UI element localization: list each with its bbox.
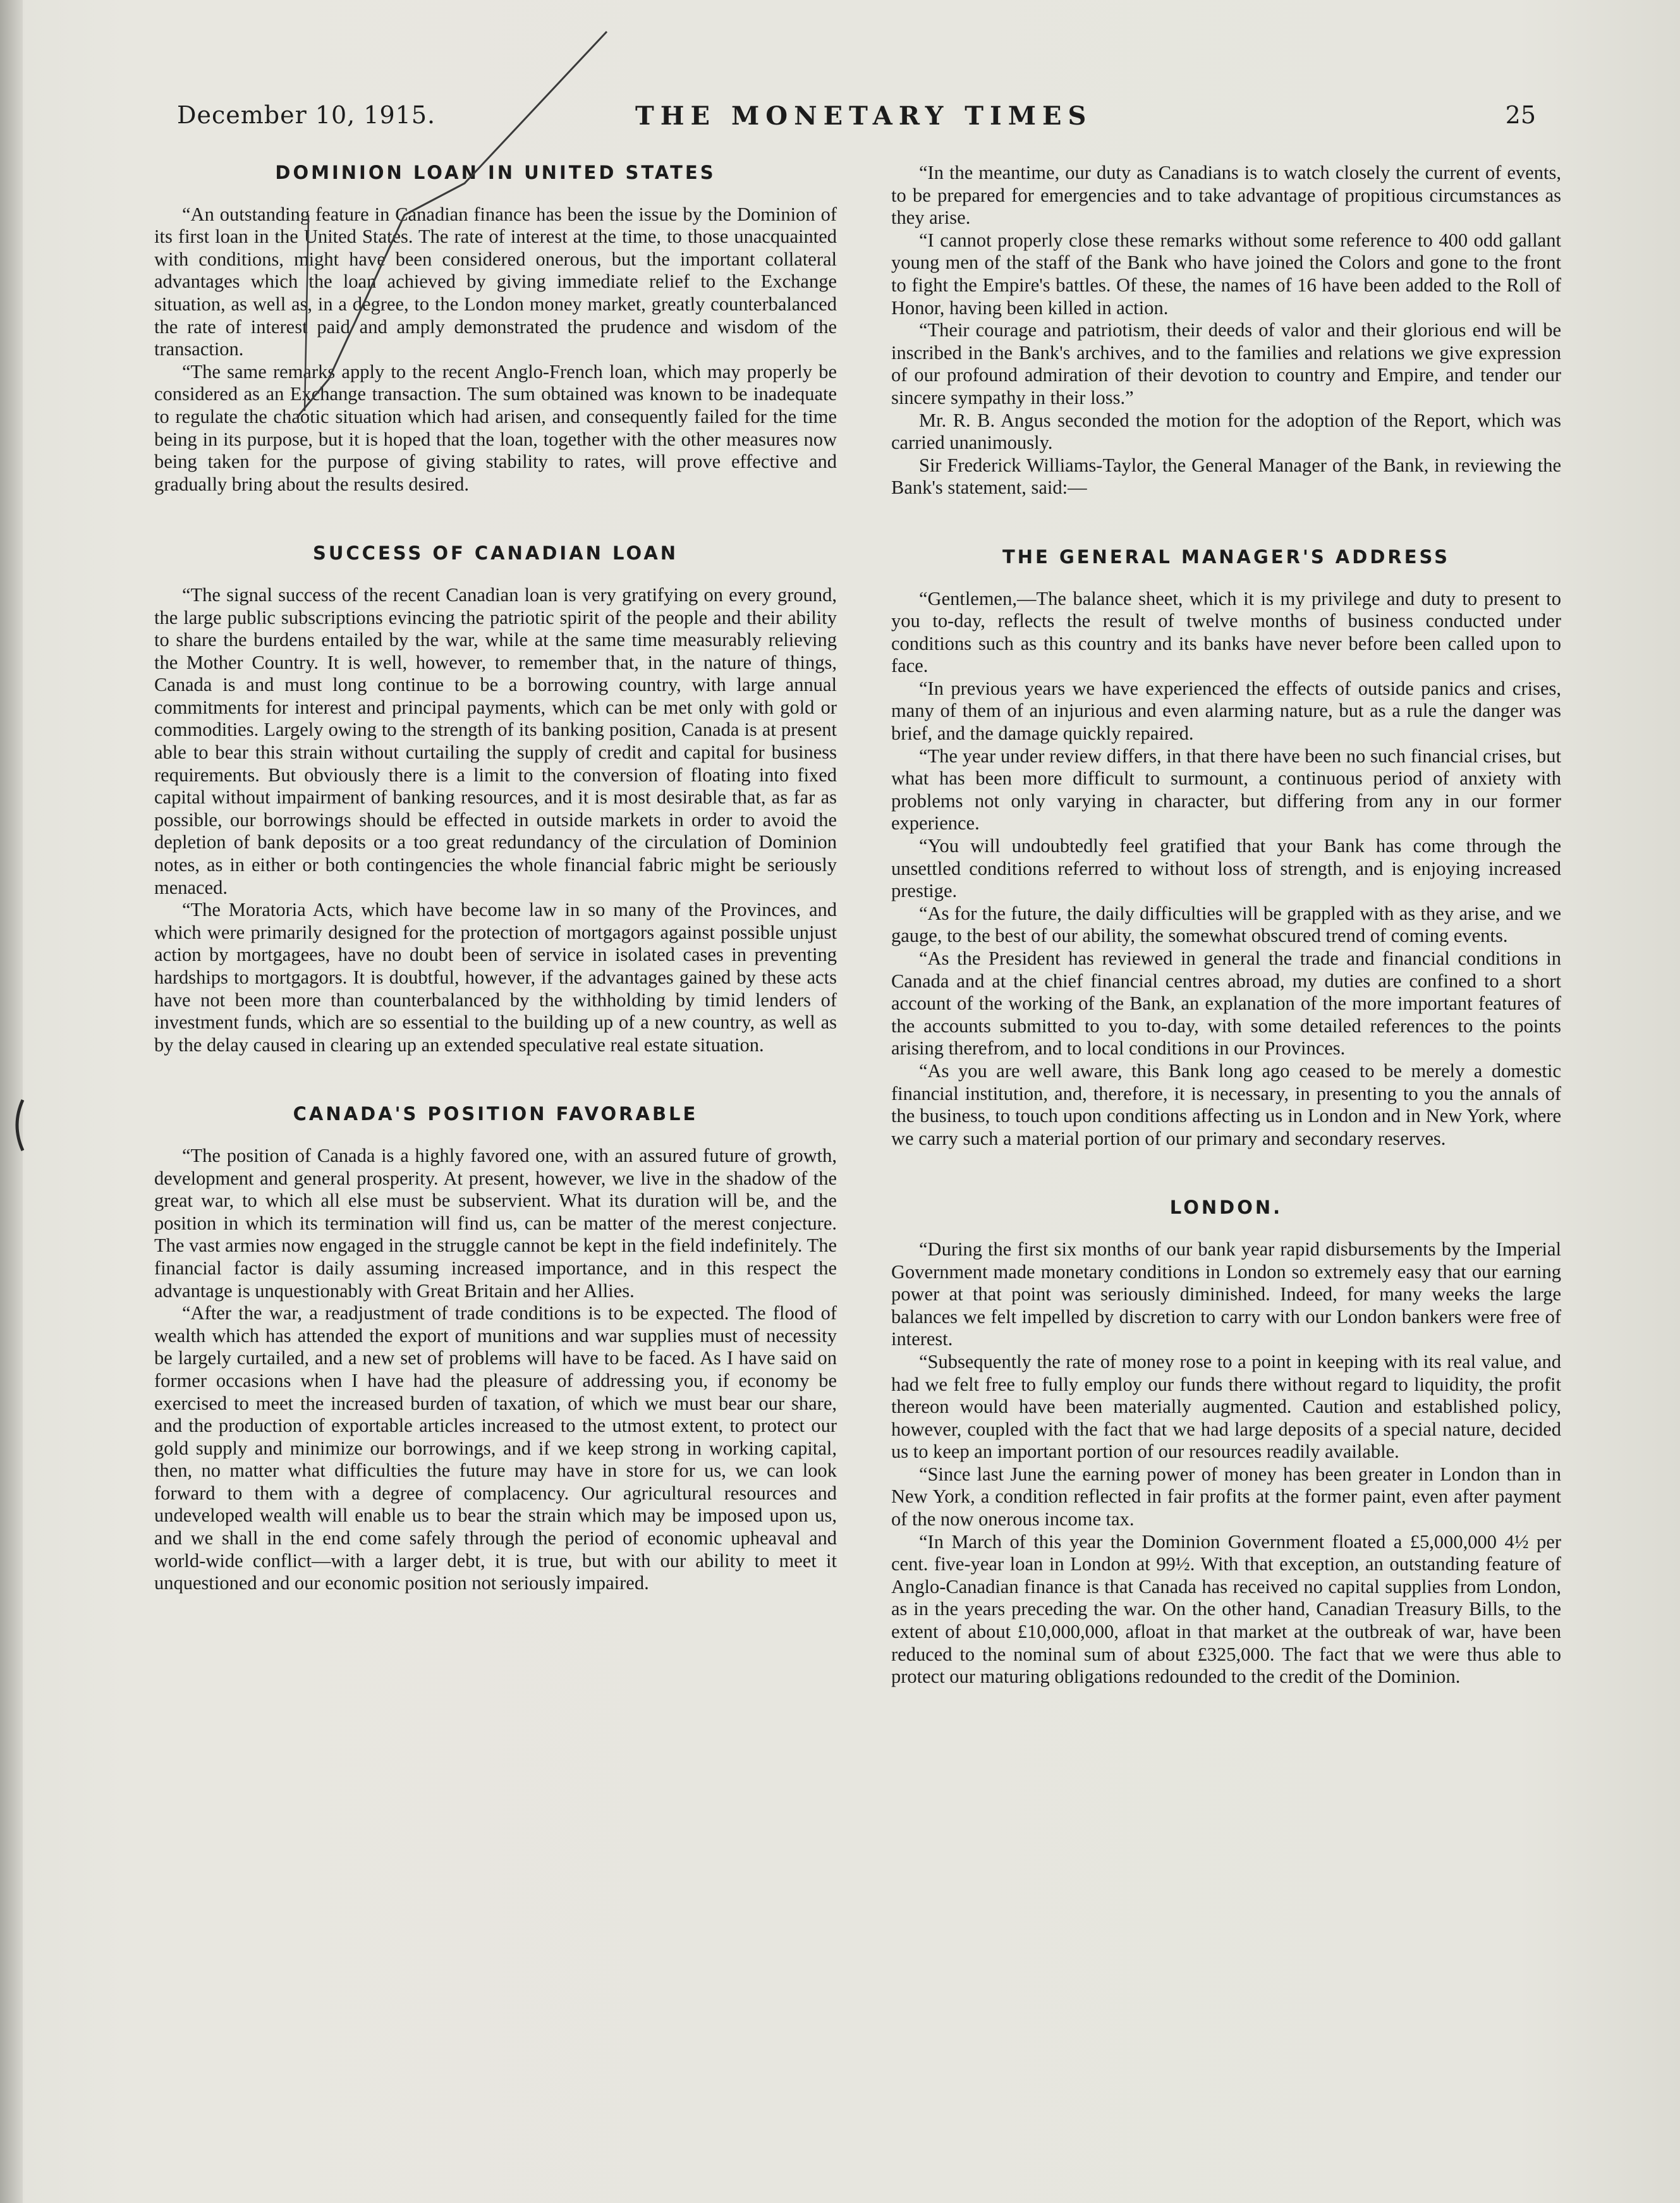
page-header — [177, 101, 1536, 139]
paragraph: “The Moratoria Acts, which have become law in so many of the Provinces, and which were primarily designed for the protection of mortgagors against possible unjust action by mortgagees, have no doubt been of service in isolated cases in preventing hardships to mortgagors. It is doubtful, however, if the advantages gained by these acts have not been more than counterbalanced by the withholding by timid lenders of investment funds, which are so essential to the building up of a new country, as well as by the delay caused in clearing up an extended speculative real estate situation. — [154, 899, 837, 1056]
article-section — [154, 162, 837, 496]
paragraph: “As for the future, the daily difficulties will be grappled with as they arise, and we gauge, to the best of our ability, the somewhat obscured trend of coming events. — [891, 902, 1561, 947]
article-section — [891, 162, 1561, 499]
paragraph: Sir Frederick Williams-Taylor, the General Manager of the Bank, in reviewing the Bank's statement, said:— — [891, 454, 1561, 499]
page-number: 25 — [1505, 101, 1536, 129]
paragraph: “Since last June the earning power of money has been greater in London than in New York, a condition reflected in fair profits at the former paint, even after payment of the now onerous income tax. — [891, 1463, 1561, 1530]
paragraph: “I cannot properly close these remarks without some reference to 400 odd gallant young men of the staff of the Bank who have joined the Colors and gone to the front to fight the Empire's battles. Of these, the names of 16 have been added to the Roll of Honor, having been killed in action. — [891, 229, 1561, 319]
article-section — [154, 542, 837, 1056]
paragraph: “Subsequently the rate of money rose to a point in keeping with its real value, and had we felt free to fully employ our funds there without regard to liquidity, the profit thereon would have been materially augmented. Caution and established policy, however, coupled with the fact that we had large deposits of a special nature, decided us to keep an important portion of our resources readily available. — [891, 1350, 1561, 1463]
issue-date: December 10, 1915. — [177, 101, 436, 129]
section-heading: DOMINION LOAN IN UNITED STATES — [275, 162, 716, 183]
left-column — [154, 162, 837, 1642]
paragraph: “The year under review differs, in that there have been no such financial crises, but what has been more difficult to surmount, a continuous period of anxiety with problems not only varying in character, but differing from any in our former experience. — [891, 745, 1561, 834]
paragraph: “The signal success of the recent Canadian loan is very gratifying on every ground, the large public subscriptions evincing the patriotic spirit of the people and their ability to share the burdens entailed by the war, while at the same time measurably relieving the Mother Country. It is well, however, to remember that, in the nature of things, Canada is and must long continue to be a borrowing country, with large annual commitments for interest and principal payments, which can be met only with gold or commodities. Largely owing to the strength of its banking position, Canada is at present able to bear this strain without curtailing the supply of credit and capital for business requirements. But obviously there is a limit to the conversion of floating into fixed capital without impairment of banking resources, and it is most desirable that, as far as possible, our borrowings should be effected in outside markets in order to avoid the depletion of bank deposits or a too great redundancy of the circulation of Dominion notes, as in either or both contingencies the whole financial fabric might be seriously menaced. — [154, 583, 837, 898]
section-heading: THE GENERAL MANAGER'S ADDRESS — [1002, 546, 1451, 568]
paragraph: Mr. R. B. Angus seconded the motion for the adoption of the Report, which was carried unanimously. — [891, 409, 1561, 454]
section-heading: CANADA'S POSITION FAVORABLE — [293, 1103, 698, 1125]
paragraph: “After the war, a readjustment of trade conditions is to be expected. The flood of wealth which has attended the export of munitions and war supplies must of necessity be largely curtailed, and a new set of problems will have to be faced. As I have said on former occasions when I have had the pleasure of addressing you, if economy be exercised to meet the increased burden of taxation, of which we must bear our share, and the production of exportable articles increased to the utmost extent, to protect our gold supply and minimize our borrowings, and if we keep strong in working capital, then, no matter what difficulties the future may have in store for us, we can look forward to them with a degree of complacency. Our agricultural resources and undeveloped wealth will enable us to bear the strain which may be imposed upon us, and we shall in the end come safely through the period of economic upheaval and world-wide conflict—with a larger debt, it is true, but with our ability to meet it unquestioned and our economic position not seriously impaired. — [154, 1302, 837, 1594]
paragraph: “An outstanding feature in Canadian finance has been the issue by the Dominion of its first loan in the United States. The rate of interest at the time, to those unacquainted with conditions, might have been considered onerous, but the important collateral advantages which the loan achieved by giving immediate relief to the Exchange situation, as well as, in a degree, to the London money market, greatly counterbalanced the rate of interest paid and amply demonstrated the prudence and wisdom of the transaction. — [154, 203, 837, 360]
article-section — [891, 1197, 1561, 1688]
paragraph: “The same remarks apply to the recent Anglo-French loan, which may properly be considered as an Exchange transaction. The sum obtained was known to be inadequate to regulate the chaotic situation which had arisen, and consequently failed for the time being in its purpose, but it is hoped that the loan, together with the other measures now being taken for the purpose of giving stability to rates, will prove effective and gradually bring about the results desired. — [154, 360, 837, 495]
paragraph: “During the first six months of our bank year rapid disbursements by the Imperial Government made monetary conditions in London so extremely easy that our earning power at that point was seriously diminished. Indeed, for many weeks the large balances we felt impelled by discretion to carry with our London bankers were free of interest. — [891, 1238, 1561, 1350]
publication-title: THE MONETARY TIMES — [635, 101, 1093, 131]
paragraph: “Their courage and patriotism, their deeds of valor and their glorious end will be inscribed in the Bank's archives, and to the families and relations we give expression of our profound admiration of their devotion to country and Empire, and tender our sincere sympathy in their loss.” — [891, 319, 1561, 408]
paragraph: “Gentlemen,—The balance sheet, which it is my privilege and duty to present to you to-day, reflects the result of twelve months of business conducted under conditions such as this country and its banks have never before been called upon to face. — [891, 587, 1561, 677]
paragraph: “As you are well aware, this Bank long ago ceased to be merely a domestic financial institution, and, therefore, it is necessary, in presenting to you the annals of the business, to touch upon conditions affecting us in London and in New York, where we carry such a material portion of our primary and secondary reserves. — [891, 1059, 1561, 1149]
section-heading: SUCCESS OF CANADIAN LOAN — [312, 542, 679, 564]
section-heading: LONDON. — [1169, 1197, 1283, 1219]
paragraph: “The position of Canada is a highly favored one, with an assured future of growth, development and general prosperity. At present, however, we live in the shadow of the great war, to which all else must be subservient. What its duration will be, and the position in which its termination will find us, can be matter of the merest conjecture. The vast armies now engaged in the struggle cannot be kept in the field indefinitely. The financial factor is daily assuming increased importance, and in this respect the advantage is unquestionably with Great Britain and her Allies. — [154, 1144, 837, 1302]
paragraph: “In March of this year the Dominion Government floated a £5,000,000 4½ per cent. five-year loan in London at 99½. With that exception, an outstanding feature of Anglo-Canadian finance is that Canada has received no capital supplies from London, as in the years preceding the war. On the other hand, Canadian Treasury Bills, to the extent of about £10,000,000, afloat in that market at the outbreak of war, have been reduced to the nominal sum of about £325,000. The fact that we were thus able to protect our maturing obligations redounded to the credit of the Dominion. — [891, 1530, 1561, 1688]
paragraph: “In the meantime, our duty as Canadians is to watch closely the current of events, to be prepared for emergencies and to take advantage of propitious circumstances as they arise. — [891, 162, 1561, 229]
article-section — [154, 1103, 837, 1594]
article-section — [891, 546, 1561, 1150]
right-column — [891, 162, 1561, 1735]
paragraph: “In previous years we have experienced the effects of outside panics and crises, many of them of an injurious and even alarming nature, but as a rule the danger was brief, and the damage quickly repaired. — [891, 677, 1561, 745]
paragraph: “As the President has reviewed in general the trade and financial conditions in Canada and at the chief financial centres abroad, my duties are confined to a short account of the working of the Bank, an explanation of the more important features of the accounts submitted to you to-day, with some detailed references to the points arising therefrom, and to local conditions in our Provinces. — [891, 948, 1561, 1059]
page-binding-edge — [0, 0, 23, 2203]
paragraph: “You will undoubtedly feel gratified that your Bank has come through the unsettled conditions referred to without loss of strength, and is enjoying increased prestige. — [891, 835, 1561, 902]
